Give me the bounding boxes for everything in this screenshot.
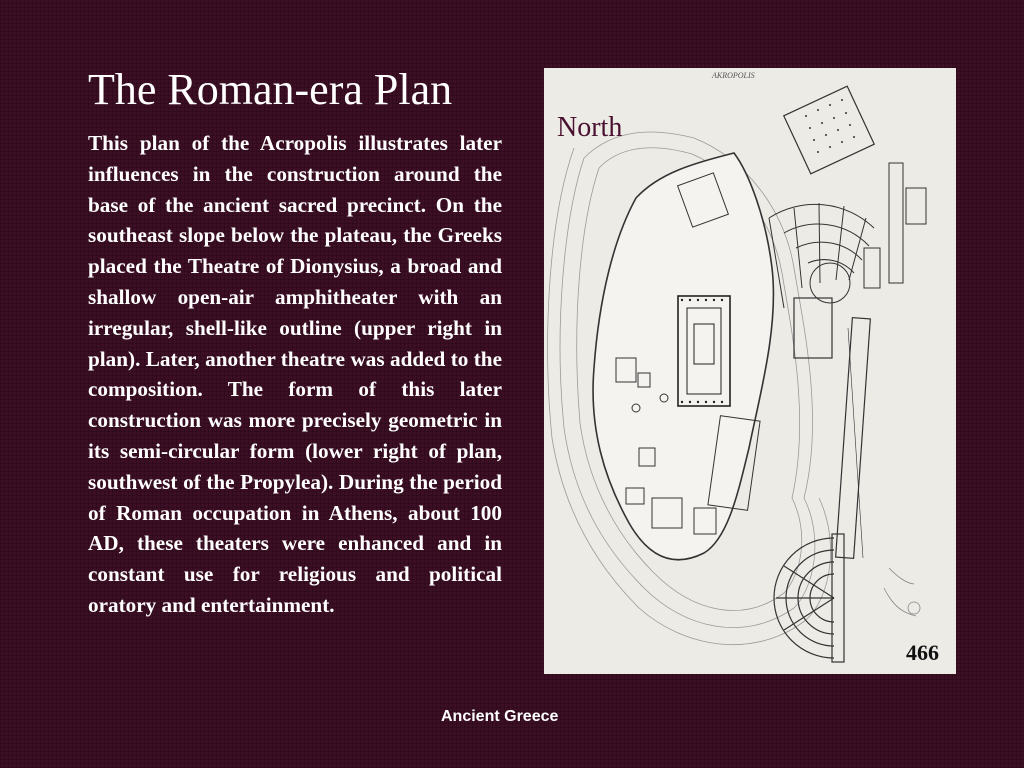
slide-title: The Roman-era Plan — [88, 65, 453, 114]
acropolis-plan-image — [544, 68, 956, 674]
north-label: North — [557, 112, 623, 143]
map-label: AKROPOLIS — [712, 71, 755, 80]
slide-body-text: This plan of the Acropolis illustrates later influences in the construction around the base of the ancient sacred precinct. On the southeast slope below the plateau, the Greeks placed the Theatre of Dionysius, a broad and shallow open-air amphitheater with an irregular, shell-like outline (upper right in plan). Later, another theatre was added to the composition. The form of this later construction was more precisely geometric in its semi-circular form (lower right of plan, southwest of the Propylea). During the period of Roman occupation in Athens, about 100 AD, these theaters were enhanced and in constant use for religious and political oratory and entertainment. — [88, 131, 502, 617]
slide-footer: Ancient Greece — [441, 708, 559, 725]
page-number: 466 — [906, 640, 939, 665]
